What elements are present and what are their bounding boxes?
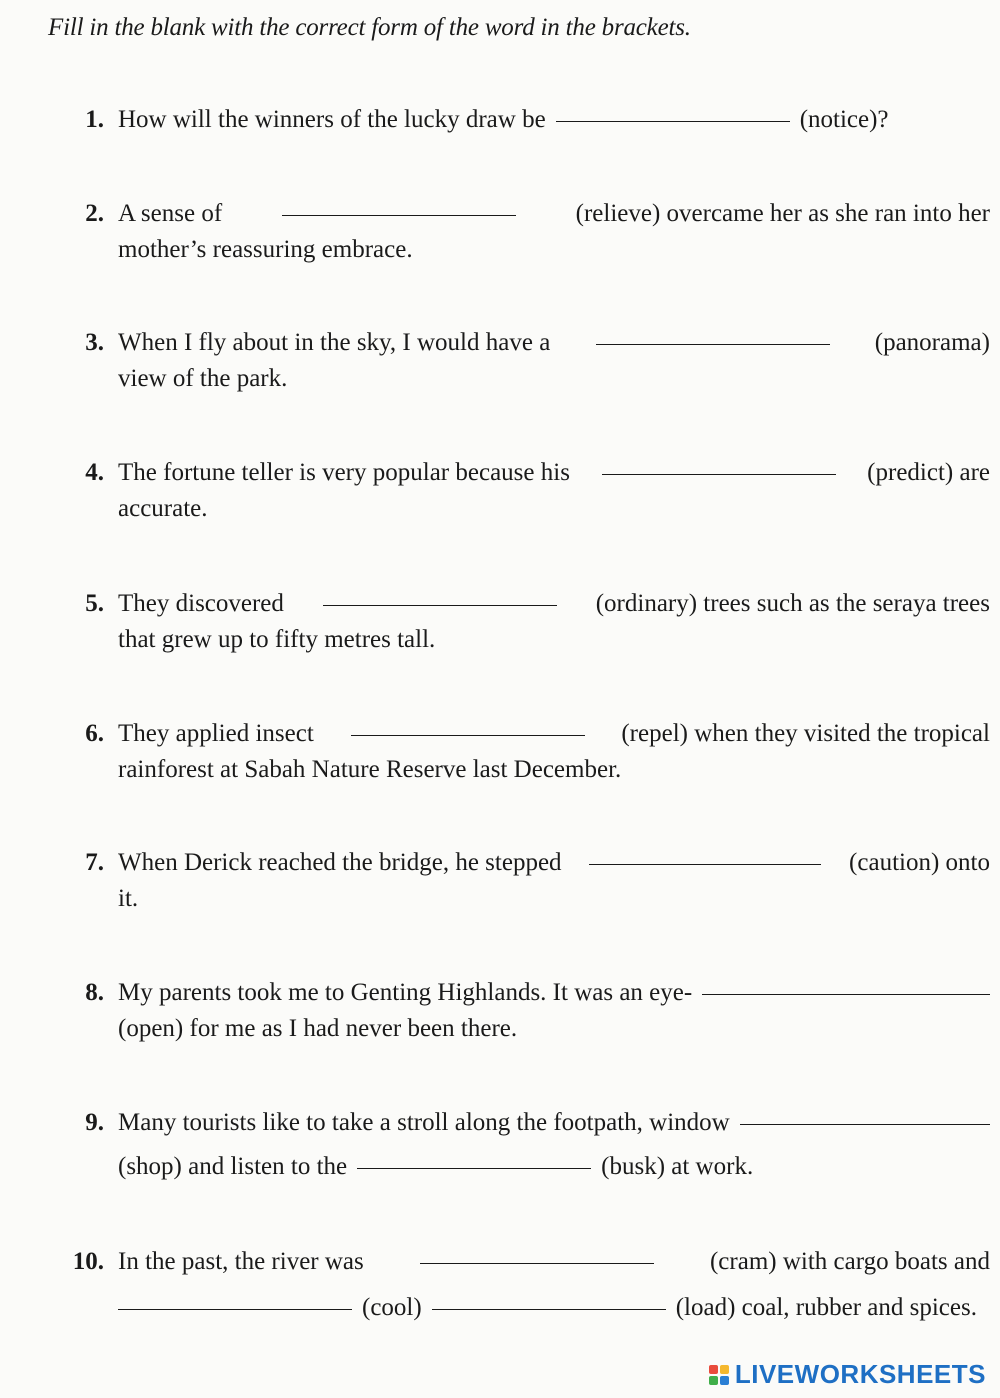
- question-9: [62, 1105, 990, 1185]
- question-text: it.: [118, 885, 139, 912]
- question-1: [62, 102, 990, 138]
- question-text: (busk) at work.: [601, 1153, 754, 1180]
- question-text: (relieve) overcame her as she ran into her: [575, 200, 990, 227]
- question-5: [62, 586, 990, 658]
- question-text: (ordinary) trees such as the seraya trees: [595, 590, 990, 617]
- answer-blank[interactable]: [556, 121, 790, 122]
- question-text: mother’s reassuring embrace.: [118, 236, 413, 263]
- question-text: (caution) onto: [849, 849, 990, 876]
- question-text: The fortune teller is very popular because his: [118, 459, 570, 486]
- question-7: [62, 845, 990, 917]
- question-text: (repel) when they visited the tropical: [621, 720, 990, 747]
- logo-square: [720, 1376, 729, 1385]
- answer-blank[interactable]: [740, 1124, 990, 1125]
- question-text: accurate.: [118, 495, 208, 522]
- answer-blank[interactable]: [602, 474, 836, 475]
- question-number: 3.: [85, 329, 104, 356]
- answer-blank[interactable]: [118, 1309, 352, 1310]
- logo-square: [709, 1365, 718, 1374]
- question-2: [62, 196, 990, 268]
- answer-blank[interactable]: [589, 864, 821, 865]
- question-number: 10.: [72, 1248, 104, 1275]
- question-number: 6.: [85, 720, 104, 747]
- question-text: In the past, the river was: [118, 1248, 364, 1275]
- question-text: that grew up to fifty metres tall.: [118, 626, 436, 653]
- question-text: (load) coal, rubber and spices.: [675, 1294, 977, 1321]
- logo-square: [720, 1365, 729, 1374]
- question-text: When I fly about in the sky, I would have a: [118, 329, 551, 356]
- answer-blank[interactable]: [357, 1168, 591, 1169]
- logo-icon: [709, 1365, 729, 1385]
- question-3: [62, 325, 990, 397]
- answer-blank[interactable]: [282, 215, 516, 216]
- question-text: view of the park.: [118, 365, 288, 392]
- liveworksheets-logo: [709, 1359, 986, 1390]
- answer-blank[interactable]: [596, 344, 830, 345]
- question-text: A sense of: [118, 200, 223, 227]
- question-text: My parents took me to Genting Highlands. It was an eye-: [118, 979, 693, 1006]
- answer-blank[interactable]: [702, 994, 990, 995]
- question-text: (cram) with cargo boats and: [709, 1248, 990, 1275]
- question-text: They discovered: [118, 590, 284, 617]
- logo-square: [709, 1376, 718, 1385]
- question-6: [62, 716, 990, 788]
- question-text: Many tourists like to take a stroll along the footpath, window: [118, 1109, 730, 1136]
- question-text: (panorama): [874, 329, 990, 356]
- question-10: [62, 1244, 990, 1326]
- question-text: (cool): [362, 1294, 422, 1321]
- question-text: rainforest at Sabah Nature Reserve last December.: [118, 756, 622, 783]
- question-number: 9.: [85, 1109, 104, 1136]
- answer-blank[interactable]: [432, 1309, 666, 1310]
- question-text: They applied insect: [118, 720, 314, 747]
- instructions: Fill in the blank with the correct form of the word in the brackets.: [48, 14, 691, 41]
- question-text: (shop) and listen to the: [118, 1153, 348, 1180]
- question-number: 5.: [85, 590, 104, 617]
- question-4: [62, 455, 990, 527]
- question-text: (notice)?: [799, 106, 889, 133]
- answer-blank[interactable]: [351, 735, 585, 736]
- question-text: (open) for me as I had never been there.: [118, 1015, 518, 1042]
- question-text: (predict) are: [867, 459, 990, 486]
- question-number: 4.: [85, 459, 104, 486]
- question-number: 7.: [85, 849, 104, 876]
- answer-blank[interactable]: [323, 605, 557, 606]
- question-text: When Derick reached the bridge, he stepped: [118, 849, 562, 876]
- question-8: [62, 975, 990, 1047]
- question-number: 2.: [85, 200, 104, 227]
- answer-blank[interactable]: [420, 1263, 654, 1264]
- brand-name: LIVEWORKSHEETS: [734, 1359, 986, 1389]
- question-number: 8.: [85, 979, 104, 1006]
- question-number: 1.: [85, 106, 104, 133]
- question-text: How will the winners of the lucky draw be: [118, 106, 546, 133]
